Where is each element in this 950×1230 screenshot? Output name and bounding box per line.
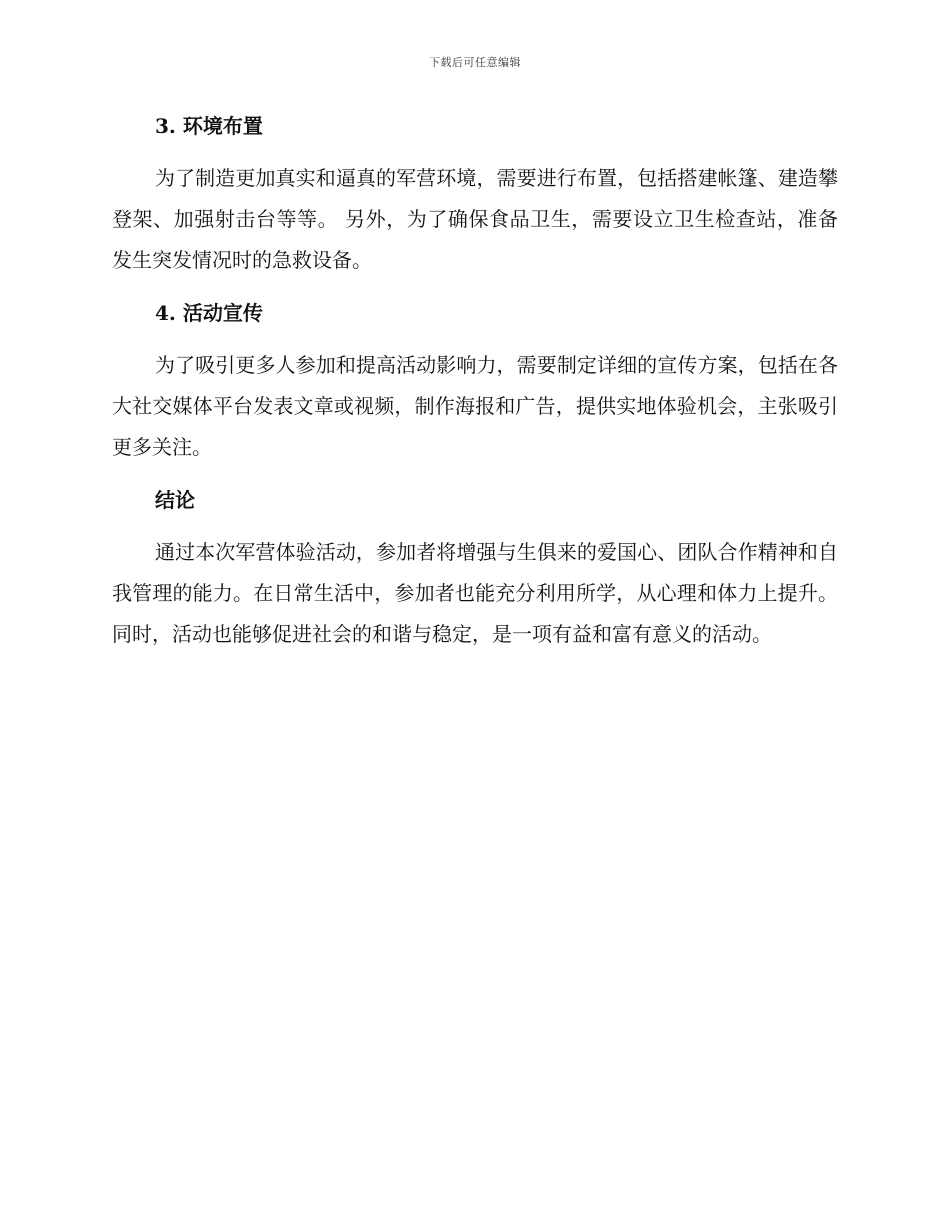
section-environment	[112, 108, 838, 281]
section-heading: 3. 环境布置	[155, 114, 263, 138]
section-paragraph: 通过本次军营体验活动，参加者将增强与生俱来的爱国心、团队合作精神和自我管理的能力。在日常生活中，参加者也能充分利用所学，从心理和体力上提升。同时，活动也能够促进社会的和谐与稳定，是一项有益和富有意义的活动。	[112, 540, 838, 646]
page-header: 下载后可任意编辑	[429, 56, 521, 69]
section-conclusion	[112, 482, 838, 655]
document-body	[112, 108, 838, 669]
section-paragraph: 为了吸引更多人参加和提高活动影响力，需要制定详细的宣传方案，包括在各大社交媒体平台发表文章或视频，制作海报和广告，提供实地体验机会，主张吸引更多关注。	[112, 353, 838, 459]
section-paragraph: 为了制造更加真实和逼真的军营环境，需要进行布置，包括搭建帐篷、建造攀登架、加强射击台等等。 另外，为了确保食品卫生，需要设立卫生检查站，准备发生突发情况时的急救设备。	[112, 166, 838, 272]
section-heading: 4. 活动宣传	[155, 301, 263, 325]
section-heading: 结论	[155, 488, 195, 512]
section-promotion	[112, 295, 838, 468]
